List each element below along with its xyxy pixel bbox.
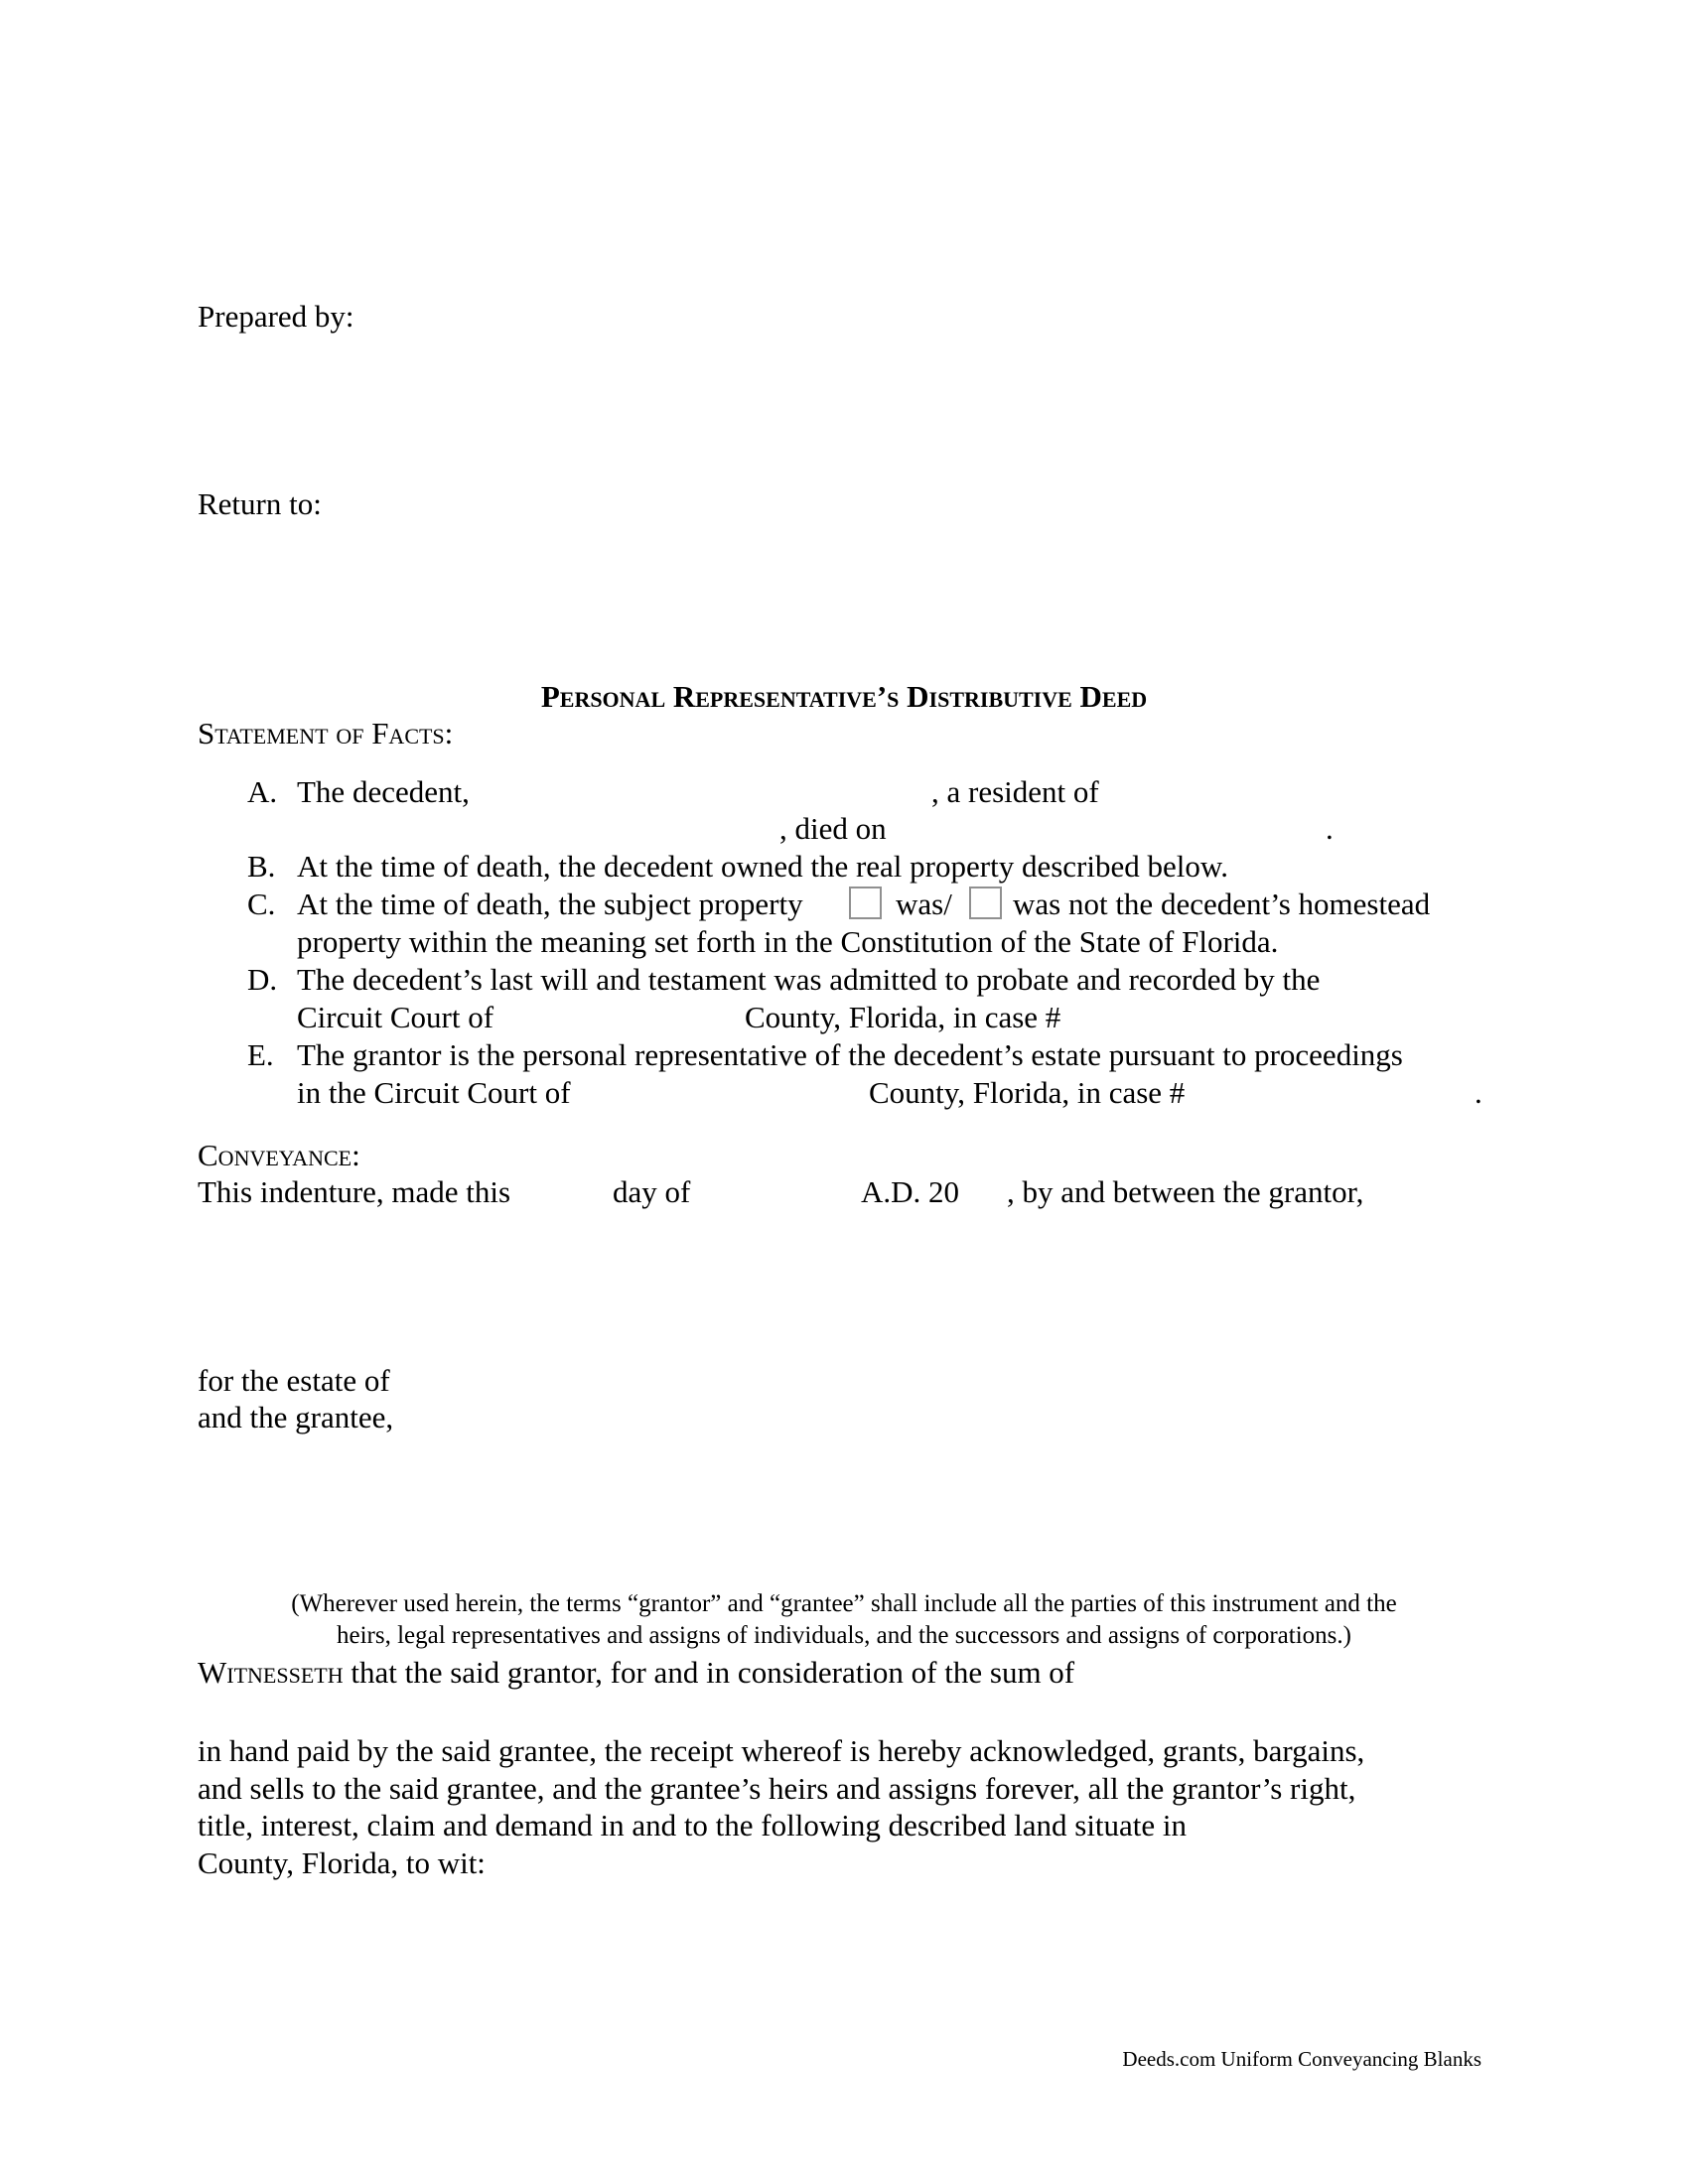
grantee-label: and the grantee, (198, 1400, 394, 1434)
conveyance-text-2: day of (613, 1174, 691, 1209)
prepared-by-label: Prepared by: (198, 299, 354, 334)
fact-c-text-2: was/ (896, 887, 952, 921)
witnesseth-text: that the said grantor, for and in consideration of the sum of (351, 1655, 1075, 1690)
homestead-was-checkbox[interactable] (849, 887, 882, 919)
grant-line-3: title, interest, claim and demand in and to the following described land situate in (198, 1808, 1188, 1843)
grant-line-1: in hand paid by the said grantee, the receipt whereof is hereby acknowledged, grants, bargains, (198, 1733, 1365, 1768)
fact-e-text-2: County, Florida, in case # (869, 1075, 1186, 1110)
fact-a-text-2: , a resident of (931, 774, 1099, 809)
document-title: Personal Representative’s Distributive Deed (540, 679, 1148, 714)
fact-b-text: At the time of death, the decedent owned the real property described below. (297, 849, 1228, 884)
fact-e-letter: E. (247, 1037, 274, 1072)
witnesseth-word: Witnesseth (198, 1655, 344, 1690)
conveyance-text-4: , by and between the grantor, (1007, 1174, 1364, 1209)
return-to-label: Return to: (198, 486, 322, 521)
fact-e-period: . (1475, 1075, 1482, 1110)
fact-d-line-1: The decedent’s last will and testament was admitted to probate and recorded by the (297, 962, 1321, 997)
estate-of-label: for the estate of (198, 1363, 390, 1398)
fact-a-period: . (1326, 811, 1334, 846)
fact-a-letter: A. (247, 774, 278, 809)
fact-e-line-1: The grantor is the personal representative of the decedent’s estate pursuant to proceedings (297, 1037, 1403, 1072)
grant-line-2: and sells to the said grantee, and the grantee’s heirs and assigns forever, all the grantor’s right, (198, 1771, 1356, 1806)
fact-d-text-2: County, Florida, in case # (745, 1000, 1061, 1034)
fact-c-text-1: At the time of death, the subject property (297, 887, 803, 921)
fact-b-letter: B. (247, 849, 276, 884)
terms-note-line-1: (Wherever used herein, the terms “grantor” and “grantee” shall include all the parties of this instrument and the (291, 1590, 1397, 1617)
witnesseth-paragraph (198, 1657, 1074, 1688)
fact-d-text-1: Circuit Court of (297, 1000, 494, 1034)
terms-note-line-2: heirs, legal representatives and assigns of individuals, and the successors and assigns of corporations.) (337, 1622, 1351, 1649)
fact-c-letter: C. (247, 887, 276, 921)
conveyance-heading: Conveyance: (198, 1138, 360, 1172)
fact-d-letter: D. (247, 962, 278, 997)
statement-of-facts-heading: Statement of Facts: (198, 716, 454, 751)
conveyance-text-3: A.D. 20 (861, 1174, 960, 1209)
fact-a-text-3: , died on (779, 811, 887, 846)
fact-c-text-3: was not the decedent’s homestead (1013, 887, 1431, 921)
homestead-was-not-checkbox[interactable] (969, 887, 1002, 919)
fact-c-line-2: property within the meaning set forth in the Constitution of the State of Florida. (297, 924, 1279, 959)
footer-brand: Deeds.com Uniform Conveyancing Blanks (1122, 2047, 1481, 2071)
fact-e-text-1: in the Circuit Court of (297, 1075, 571, 1110)
fact-a-text-1: The decedent, (297, 774, 470, 809)
conveyance-text-1: This indenture, made this (198, 1174, 511, 1209)
grant-line-4: County, Florida, to wit: (198, 1845, 486, 1880)
